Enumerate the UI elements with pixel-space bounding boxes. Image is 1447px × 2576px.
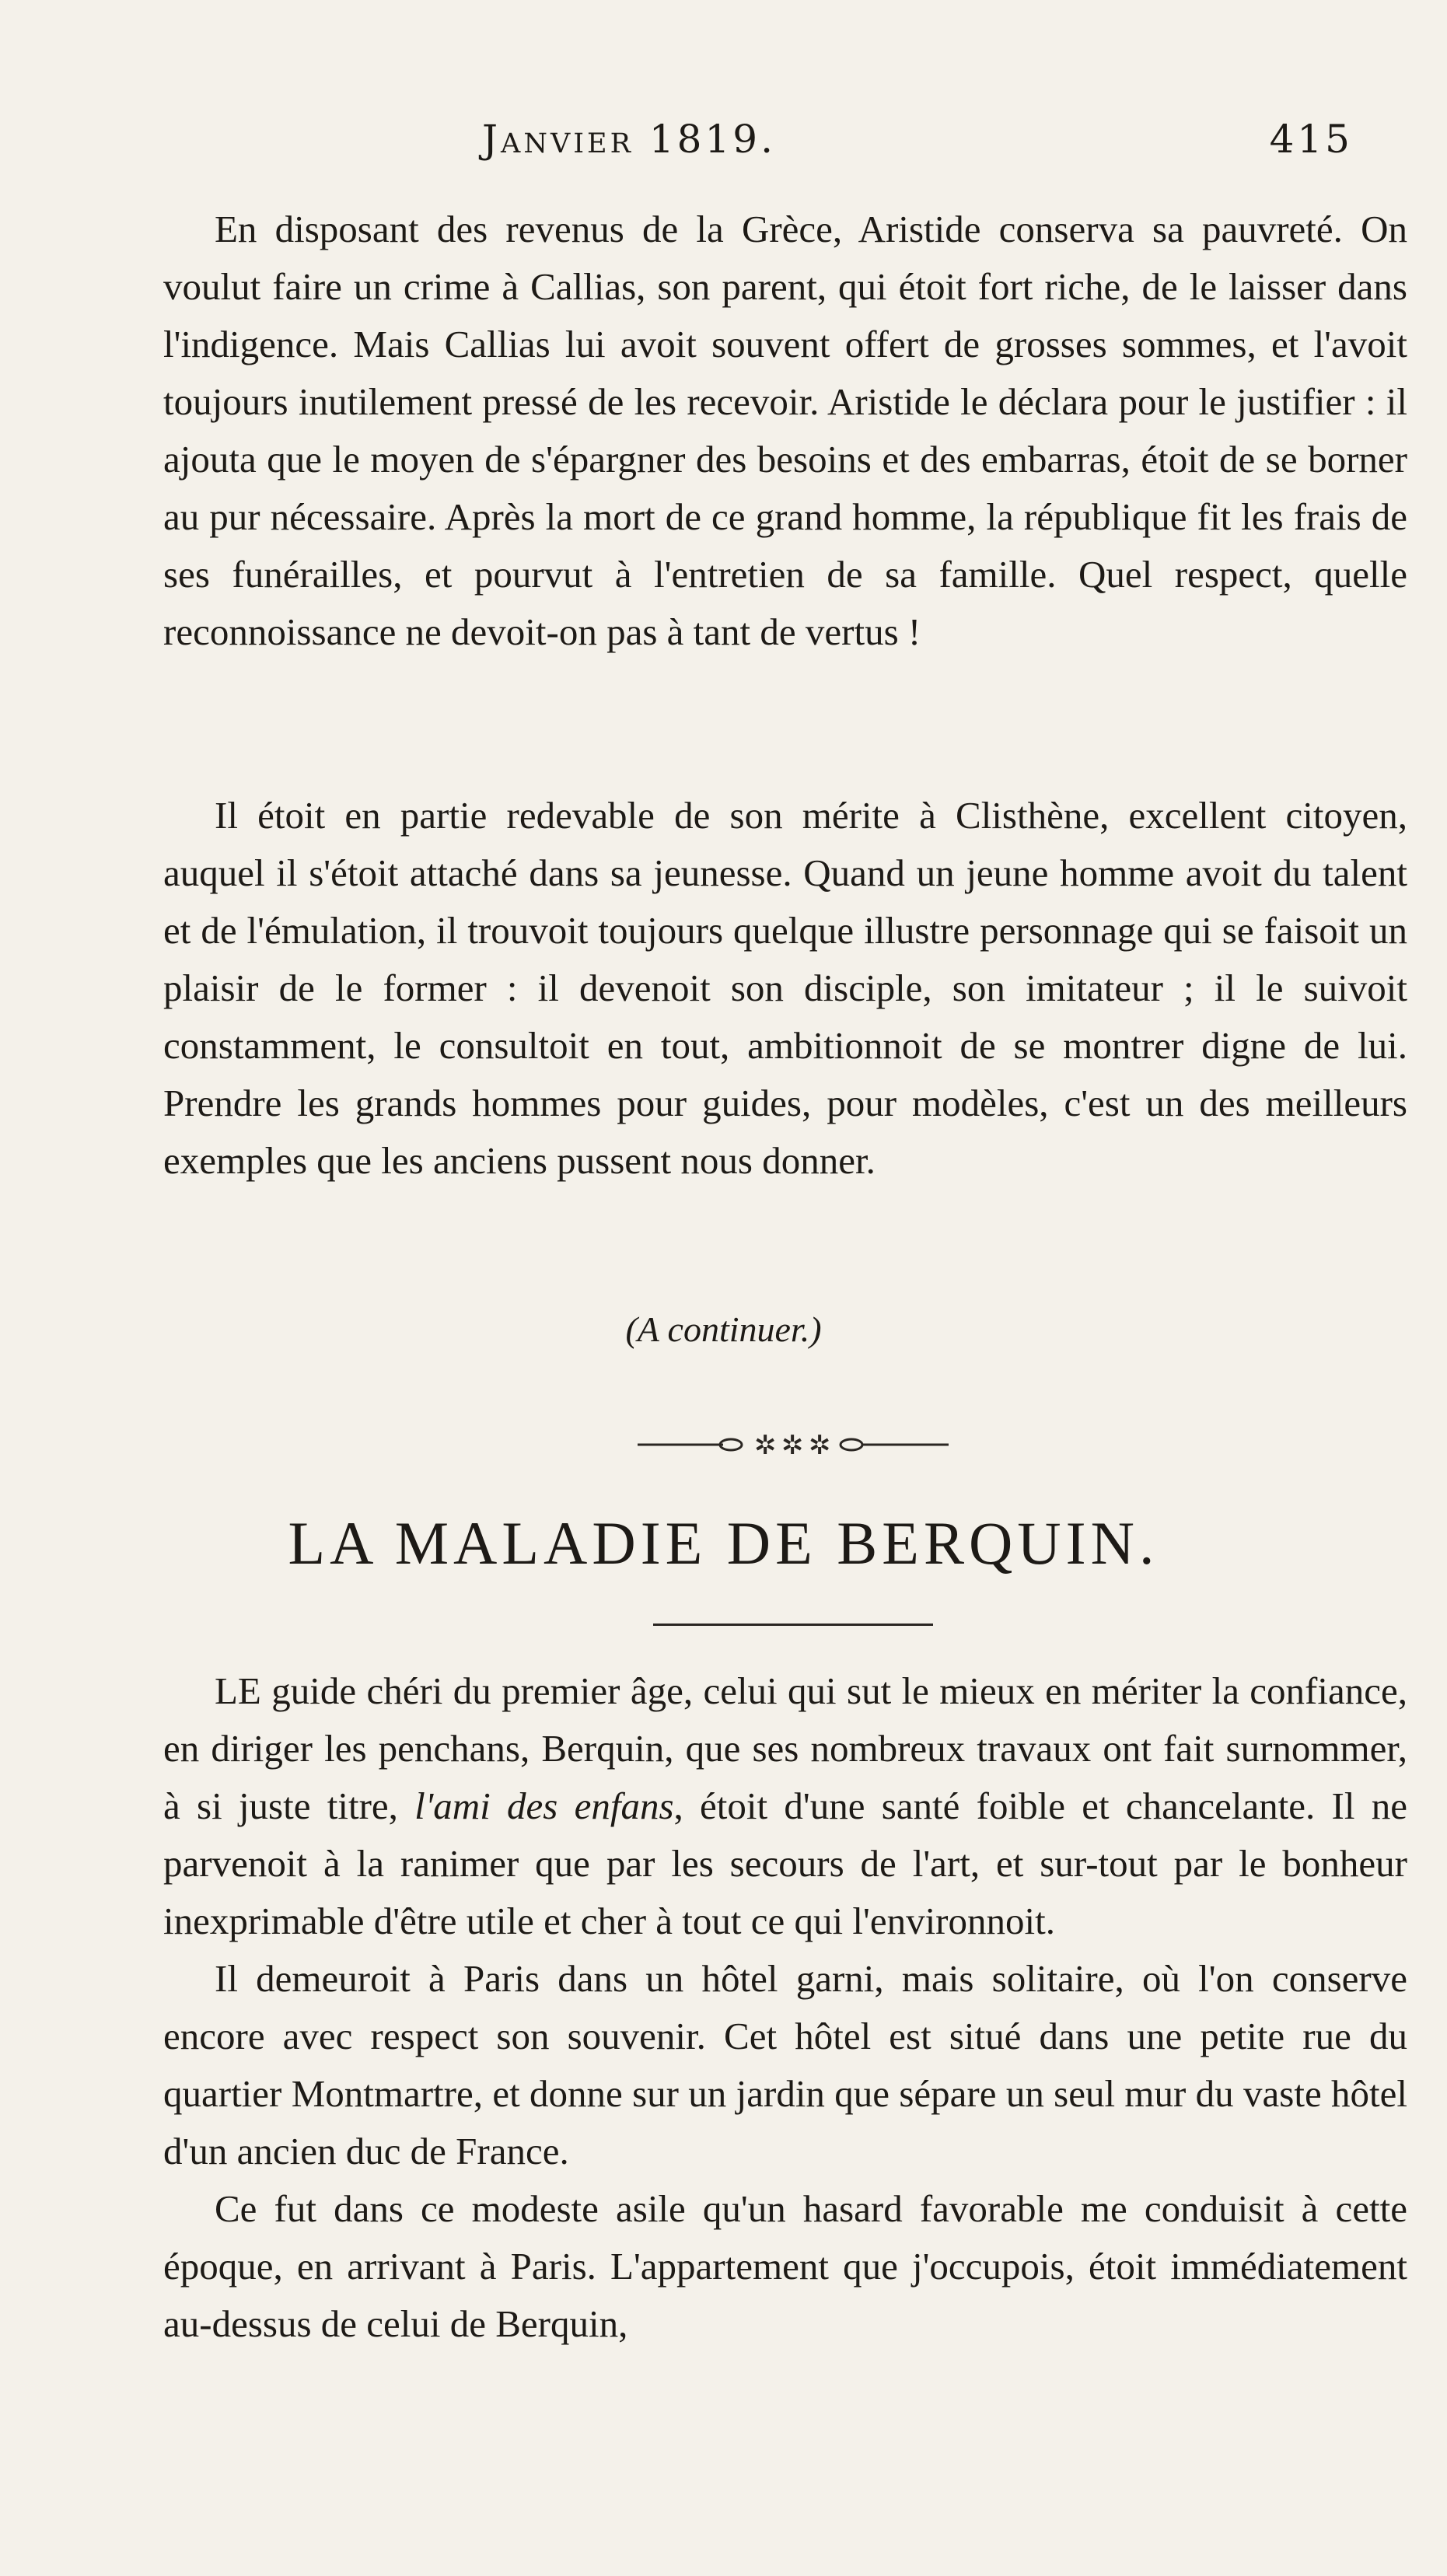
svg-text:✲: ✲ [809, 1430, 831, 1460]
page-header [435, 117, 1353, 171]
continuation-note: (A continuer.) [625, 1309, 822, 1349]
page-number: 415 [1269, 117, 1353, 162]
text-block-aristide [163, 201, 1407, 661]
svg-text:✲: ✲ [781, 1430, 804, 1460]
paragraph: Ce fut dans ce modeste asile qu'un hasard favorable me conduisit à cette époque, en arrivant à Paris. L'appartement que j'occupois, étoit immédiatement au-dessus de celui de Berquin, [163, 2187, 1407, 2345]
paragraph: Il demeuroit à Paris dans un hôtel garni, mais solitaire, où l'on conserve encore avec respect son souvenir. Cet hôtel est situé dans une petite rue du quartier Montmartre, et donne sur un jardin que sépare un seul mur du vaste hôtel d'un ancien duc de France. [163, 1957, 1407, 2172]
svg-text:✲: ✲ [754, 1430, 777, 1460]
italic-phrase: l'ami des enfans [414, 1784, 674, 1827]
text-block-clisthene [163, 787, 1407, 1190]
paragraph [163, 1662, 1407, 1950]
running-title: Janvier 1819. [482, 117, 776, 162]
text-block-berquin [163, 1662, 1407, 2353]
article-title: LA MALADIE DE BERQUIN. [288, 1509, 1159, 1577]
ornament-divider [630, 1429, 956, 1460]
paragraph: En disposant des revenus de la Grèce, Aristide conserva sa pauvreté. On voulut faire un crime à Callias, son parent, qui étoit fort riche, de le laisser dans l'indigence. Mais Callias lui avoit souvent offert de grosses sommes, et l'avoit toujours inutilement pressé de les recevoir. Aristide le déclara pour le justifier : il ajouta que le moyen de s'épargner des besoins et des embarras, étoit de se borner au pur nécessaire. Après la mort de ce grand homme, la république fit les frais de ses funérailles, et pourvut à l'entretien de sa famille. Quel respect, quelle reconnoissance ne devoit-on pas à tant de vertus ! [163, 208, 1407, 653]
text-run: LE guide chéri du premier âge, celui qui sut le mieux en mériter la confiance, en diriger les penchans, Berquin, que ses nombreux travaux ont fait surnommer, à si juste titre, [163, 1669, 1407, 1827]
title-rule [653, 1624, 933, 1626]
text-run: , étoit d'une santé foible et chancelante. Il ne parvenoit à la ranimer que par les secours de l'art, et sur-tout par le bonheur inexprimable d'être utile et cher à tout ce qui l'environnoit. [163, 1784, 1407, 1942]
paragraph: Il étoit en partie redevable de son mérite à Clisthène, excellent citoyen, auquel il s'étoit attaché dans sa jeunesse. Quand un jeune homme avoit du talent et de l'émulation, il trouvoit toujours quelque illustre personnage qui se faisoit un plaisir de le former : il devenoit son disciple, son imitateur ; il le suivoit constamment, le consultoit en tout, ambitionnoit de se montrer digne de lui. Prendre les grands hommes pour guides, pour modèles, c'est un des meilleurs exemples que les anciens pussent nous donner. [163, 794, 1407, 1182]
